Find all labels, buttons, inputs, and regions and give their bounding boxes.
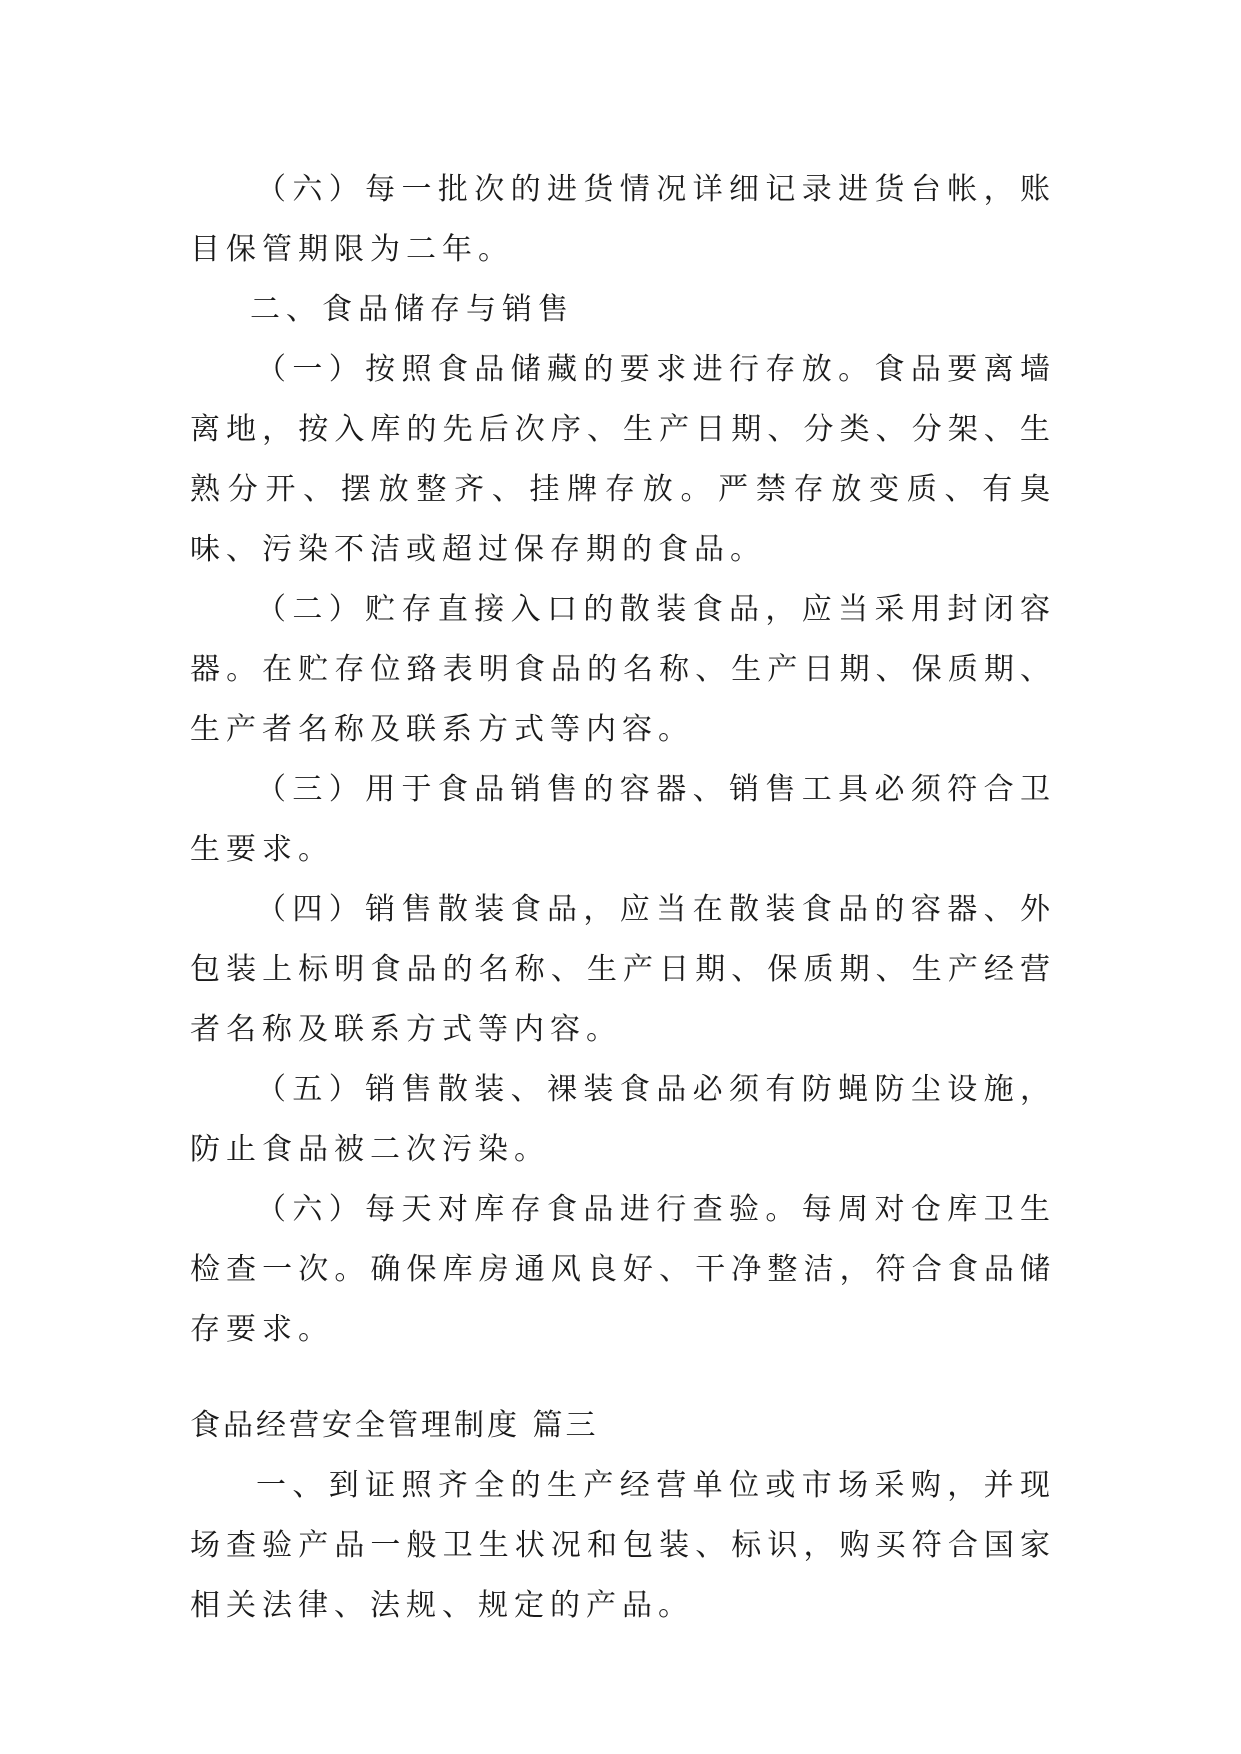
paragraph-procurement: 一、到证照齐全的生产经营单位或市场采购，并现场查验产品一般卫生状况和包装、标识，购买符合国家相关法律、法规、规定的产品。 — [190, 1468, 1056, 1623]
paragraph-fly-dust-protection: （五）销售散装、裸装食品必须有防蝇防尘设施，防止食品被二次污染。 — [190, 1072, 1056, 1167]
paragraph-daily-inspection: （六）每天对库存食品进行查验。每周对仓库卫生检查一次。确保库房通风良好、干净整洁，符合食品储存要求。 — [190, 1192, 1056, 1347]
paragraph-bulk-labeling: （四）销售散装食品，应当在散装食品的容器、外包装上标明食品的名称、生产日期、保质期、生产经营者名称及联系方式等内容。 — [190, 892, 1056, 1047]
section-title-storage-sales: 二、食品储存与销售 — [250, 292, 574, 327]
paragraph-ledger-record: （六）每一批次的进货情况详细记录进货台帐，账目保管期限为二年。 — [190, 172, 1056, 267]
document-page — [190, 160, 1056, 1636]
article-heading-part-three: 食品经营安全管理制度 篇三 — [190, 1408, 599, 1443]
paragraph-bulk-storage: （二）贮存直接入口的散装食品，应当采用封闭容器。在贮存位臵表明食品的名称、生产日期、保质期、生产者名称及联系方式等内容。 — [190, 592, 1056, 747]
paragraph-sales-containers: （三）用于食品销售的容器、销售工具必须符合卫生要求。 — [190, 772, 1056, 867]
paragraph-storage-requirements: （一）按照食品储藏的要求进行存放。食品要离墙离地，按入库的先后次序、生产日期、分类、分架、生熟分开、摆放整齐、挂牌存放。严禁存放变质、有臭味、污染不洁或超过保存期的食品。 — [190, 352, 1056, 567]
